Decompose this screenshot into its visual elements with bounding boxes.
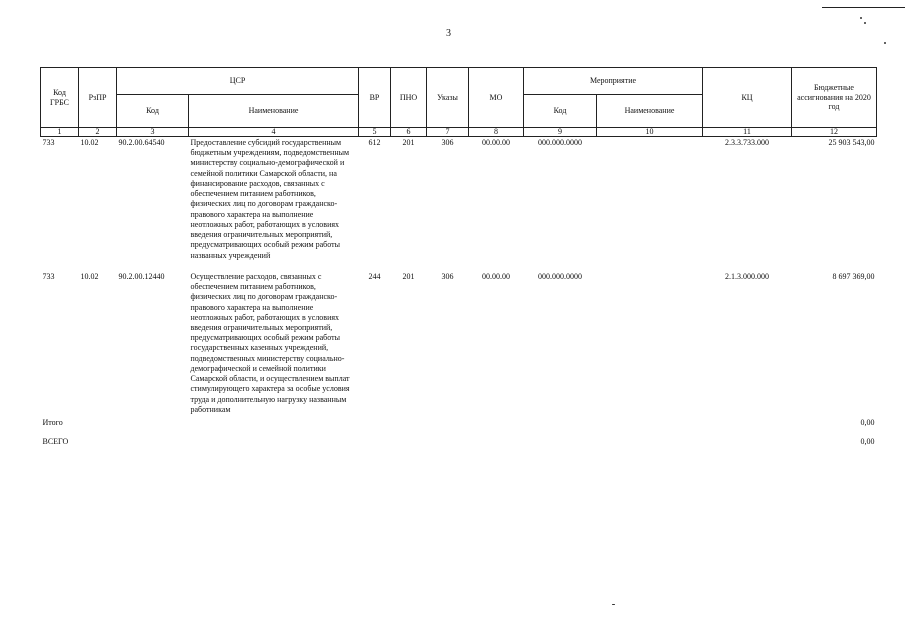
- budget-table: [40, 67, 877, 452]
- column-number: 9: [524, 128, 597, 137]
- table-row: [41, 137, 877, 262]
- cell-mer-name: [597, 262, 703, 416]
- cell-kc: 2.1.3.000.000: [725, 271, 770, 281]
- column-number: 3: [117, 128, 189, 137]
- column-number: 8: [469, 128, 524, 137]
- cell-amount: 8 697 369,00: [832, 271, 875, 281]
- header-mer-name: Наименование: [597, 95, 703, 128]
- cell-mer-name: [597, 137, 703, 262]
- cell-vr: 244: [368, 271, 381, 281]
- column-number: 2: [79, 128, 117, 137]
- cell-mer-code: 000.000.0000: [538, 138, 582, 147]
- cell-mo: 00.00.00: [482, 271, 510, 281]
- header-meropriyatie: Мероприятие: [524, 68, 703, 95]
- column-number: 1: [41, 128, 79, 137]
- cell-ukazy: 306: [441, 271, 454, 281]
- column-number: 6: [391, 128, 427, 137]
- header-csr-name: Наименование: [189, 95, 359, 128]
- column-number: 10: [597, 128, 703, 137]
- header-kc: КЦ: [703, 68, 792, 128]
- cell-csr-code: 90.2.00.12440: [118, 271, 165, 281]
- column-number: 4: [189, 128, 359, 137]
- cell-grbs: 733: [42, 138, 55, 147]
- grand-total-row: [41, 433, 877, 452]
- cell-grbs: 733: [42, 271, 55, 281]
- header-csr: ЦСР: [117, 68, 359, 95]
- cell-mo: 00.00.00: [482, 138, 510, 147]
- header-ukazy: Указы: [427, 68, 469, 128]
- header-mer-code: Код: [524, 95, 597, 128]
- cell-vr: 612: [368, 138, 381, 147]
- table-row: [41, 262, 877, 416]
- scan-speck: [860, 17, 862, 19]
- column-number: 7: [427, 128, 469, 137]
- total-amount: 0,00: [860, 418, 875, 428]
- cell-amount: 25 903 543,00: [828, 138, 875, 147]
- cell-name: Предоставление субсидий государственным бюджетным учреждениям, подведомственным министерству социально-демографической и семейной политики Самарской области, на финансирование расходов, связанных с обеспечением питанием работников, физических лиц по договорам гражданско-правового характера на выполнение неотложных работ, работающих в условиях введения ограничительных мероприятий, предусматривающих особый режим работы названных учреждений: [190, 138, 350, 260]
- cell-kc: 2.3.3.733.000: [725, 138, 770, 147]
- header-rzpr: РзПР: [79, 68, 117, 128]
- grand-total-label: ВСЕГО: [42, 437, 69, 447]
- cell-rzpr: 10.02: [80, 138, 99, 147]
- corner-rule: [822, 7, 905, 8]
- total-label: Итого: [42, 418, 63, 428]
- header-csr-code: Код: [117, 95, 189, 128]
- column-number-row: [41, 128, 877, 137]
- header-mo: МО: [469, 68, 524, 128]
- cell-name: Осуществление расходов, связанных с обеспечением питанием работников, физических лиц по договорам гражданско-правового характера на выполнение неотложных работ, работающих в условиях введения ограничительных мероприятий, предусматривающих особый режим работы государственных казенных учреждений, подведомственных министерству социально-демографической и семейной политики Самарской области, и осуществлением выплат стимулирующего характера за особые условия труда и дополнительную нагрузку названным работникам: [190, 271, 350, 414]
- scan-speck: [884, 42, 886, 44]
- cell-pno: 201: [402, 138, 415, 147]
- scan-speck: [864, 22, 866, 24]
- grand-total-amount: 0,00: [860, 437, 875, 447]
- header-kod-grbs: Код ГРБС: [41, 68, 79, 128]
- cell-pno: 201: [402, 271, 415, 281]
- header-pno: ПНО: [391, 68, 427, 128]
- cell-rzpr: 10.02: [80, 271, 99, 281]
- header-budget: Бюджетные ассигнования на 2020 год: [792, 68, 877, 128]
- page-number: 3: [446, 28, 451, 39]
- header-vr: ВР: [359, 68, 391, 128]
- cell-csr-code: 90.2.00.64540: [118, 138, 165, 147]
- header-row-1: [41, 68, 877, 95]
- column-number: 12: [792, 128, 877, 137]
- column-number: 11: [703, 128, 792, 137]
- column-number: 5: [359, 128, 391, 137]
- total-row: [41, 416, 877, 433]
- scan-speck: [612, 604, 615, 605]
- cell-ukazy: 306: [441, 138, 454, 147]
- cell-mer-code: 000.000.0000: [538, 271, 582, 281]
